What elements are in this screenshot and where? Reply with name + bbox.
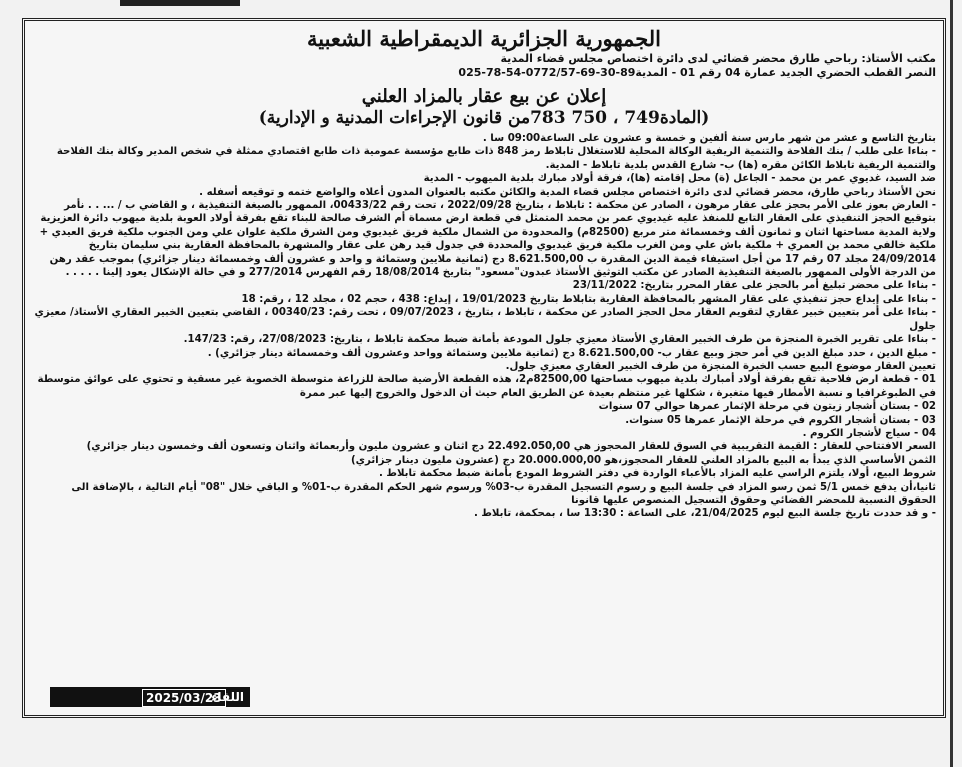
notice-content <box>30 26 938 710</box>
paragraph: - بناءا على طلب / بنك الفلاحة والتنمية الريفية الوكالة المحلية للاستغلال تابلاط رمز 848 ذات طابع مؤسسة عمومية ذات طابع اقتصادي ممثلة في شخص المدير وكالة بنك الفلاحة والتنمية الريفية تابلاط الكائن مقره (ها) ب- شارع القدس بلدية تابلاط - المدية. <box>56 146 936 171</box>
notice-title: إعلان عن بيع عقار بالمزاد العلني <box>361 86 607 107</box>
paragraph: - بناءا على محضر تبليغ أمر بالحجز على عقار المحرر بتاريخ: 23/11/2022 <box>572 280 936 292</box>
publication-date: 2025/03/23 <box>142 689 226 707</box>
paragraph: ثانيا،أن يدفع خمس 5/1 ثمن رسو المزاد في جلسة البيع و رسوم التسجيل المقدرة ب-03% ورسوم شهر الحكم المقدرة ب-01% و الباقي خلال "08" أيام التالية ، بالإضافة الى الحقوق النسبية للمحضر القضائي وحقوق التسجيل المنصوص عليها قانونا <box>71 481 936 506</box>
paragraph: السعر الافتتاحي للعقار : القيمة التقريبية في السوق للعقار المحجوز هي 22.492.050,00 دج اثنان و عشرون مليون وأربعمائة واثنان وتسعون ألف وخمسون دينار جزائري) <box>86 441 936 453</box>
auction-notice-box <box>22 18 946 718</box>
paragraph: - بناءا على تقرير الخبرة المنجزة من طرف الخبير العقاري الأستاذ معيزي جلول المودعة بأمانة ضبط محكمة تابلاط ، بتاريخ: 27/08/2023، رقم: 147/23. <box>183 334 936 346</box>
paragraph: الثمن الأساسي الذي يبدأ به البيع بالمزاد العلني للعقار المحجوز،هو 20.000.000,00 دج (عشرون مليون دينار جزائري) <box>351 454 936 466</box>
paragraph: - بناءا على أمر بتعيين خبير عقاري لتقويم العقار محل الحجز الصادر عن محكمة ، تابلاط ، بتاريخ ، 09/07/2023 ، تحت رقم: 00340/23 ، القاضي بتعيين الخبير العقاري الأستاذ/ معيزي جلول <box>34 307 936 332</box>
paragraph: تعيين العقار موضوع البيع حسب الخبرة المنجزة من طرف الخبير العقاري معيزي جلول. <box>505 360 936 372</box>
paragraph: - مبلغ الدين ، حدد مبلغ الدين في أمر حجز وبيع عقار ب- 8.621.500,00 دج (ثمانية ملايين وستمائة وواحد وعشرون ألف وخمسمائة دينار جزائري) . <box>207 347 936 359</box>
paragraph: 03 - بستان أشجار الكروم في مرحلة الإثمار عمرها 05 سنوات. <box>625 414 936 426</box>
paragraph: - العارض بعوز على الأمر بحجز على عقار مرهون ، الصادر عن محكمة : تابلاط ، بتاريخ 2022/09/28 ، تحت رقم 00433/22، الممهور بالصيغة التنفيذية ، و القاضي ب / ... . . نأمر بتوقيع الحجز التنفيذي على العقار التابع للمنفذ عليه غيديوي عمر بن محمد المتمثل في قطعة ارض مسماة أم الشرف صالحة للبناء تقع بفرقة أولاد العوبة بلدية ميهوب دائرة العزيزية ولاية المدية مساحتها اثنان و ثمانون ألف وخمسمائة متر مربع (82500م) والمحدودة من الشمال ملكية فريق غيديوي ومن الشرق ملكية علوان علي ومن الجنوب ملكية فريق العيدي + ملكية خالفي محمد بن العمري + ملكية باش علي ومن الغرب ملكية فريق غيديوي والمحددة في جدول قيد رهن على عقار والمشهرة بالمحافظة العقارية بني سليمان بتاريخ 24/09/2014 مجلد 07 رقم 17 من أجل استيفاء قيمة الدين المقدرة ب 8.621.500,00 دج (ثمانية ملايين وستمائة و واحد و عشرون ألف وخمسمائة دينار جزائري) بموجب عقد رهن من الدرجة الأولى الممهور بالصيغة التنفيذية الصادر عن مكتب التوثيق الأستاذ عبدون"مسعود" بتاريخ 18/08/2014 رقم الفهرس 277/2014 و في حالة الإشكال يعود إلينا . . . . . <box>39 200 936 279</box>
top-bar <box>120 0 240 6</box>
office-line-2: النصر القطب الحضري الجديد عمارة 04 رقم 01 - المدية89-30-69-0772/57-54-78-025 <box>458 66 936 79</box>
notice-subtitle: (المادة749 ، 750 783من قانون الإجراءات المدنية و الإدارية) <box>258 108 710 128</box>
paragraph: 04 - سياج لأشجار الكروم . <box>802 427 936 439</box>
newspaper-name: اللقاء <box>211 690 244 704</box>
paragraph: ضد السيد، غديوي عمر بن محمد - الجاعل (ة) محل إقامته (ها)، فرقة أولاد مبارك بلدية الميهوب - المدية <box>423 173 936 185</box>
paragraph: - بناءا على إيداع حجز تنفيذي على عقار المشهر بالمحافظة العقارية بتابلاط بتاريخ 19/01/2023 ، إيداع: 438 ، حجم 02 ، مجلد 12 ، رقم: 18 <box>241 293 936 305</box>
column-rule <box>950 0 953 767</box>
paragraph: 02 - بستان أشجار زيتون في مرحلة الإثمار عمرها حوالي 07 سنوات <box>598 401 936 413</box>
paragraph: بتاريخ التاسع و عشر من شهر مارس سنة ألفين و خمسة و عشرون على الساعة09:00 سا . <box>482 133 936 144</box>
paragraph: نحن الأستاذ رباحي طارق، محضر قضائي لدى دائرة اختصاص مجلس قضاء المدية والكائن مكتبه بالعنوان المدون أعلاه والواضع ختمه و توقيعه أسفله . <box>199 186 936 198</box>
paragraph: شروط البيع، أولا، يلتزم الراسي عليه المزاد بالأعباء الواردة في دفتر الشروط المودع بأمانة ضبط محكمة تابلاط . <box>378 468 936 480</box>
paragraph: 01 - قطعة ارض فلاحية تقع بفرقة أولاد أمبارك بلدية ميهوب مساحتها 82500,00م2، هذه القطعة الأرضية صالحة للزراعة متوسطة الخصوبة غير مسقية و تحتوي على عوائق متوسطة في الطبوغرافيا و نسبة الأمطار فيها متغيرة ، شكلها غير منتظم بعيدة عن الطريق العام حيث أن الدخول والخروج إليها عبر ممرة <box>37 374 936 399</box>
republic-heading: الجمهورية الجزائرية الديمقراطية الشعبية <box>306 26 661 51</box>
office-line-1: مكتب الأستاذ: رباحي طارق محضر قضائي لدى دائرة اختصاص مجلس قضاء المدية <box>500 52 936 65</box>
footer-bar <box>50 687 250 707</box>
paragraph: - و قد حددت تاريخ جلسة البيع ليوم 21/04/2025، على الساعة : 13:30 سا ، بمحكمة، تابلاط . <box>473 508 936 520</box>
